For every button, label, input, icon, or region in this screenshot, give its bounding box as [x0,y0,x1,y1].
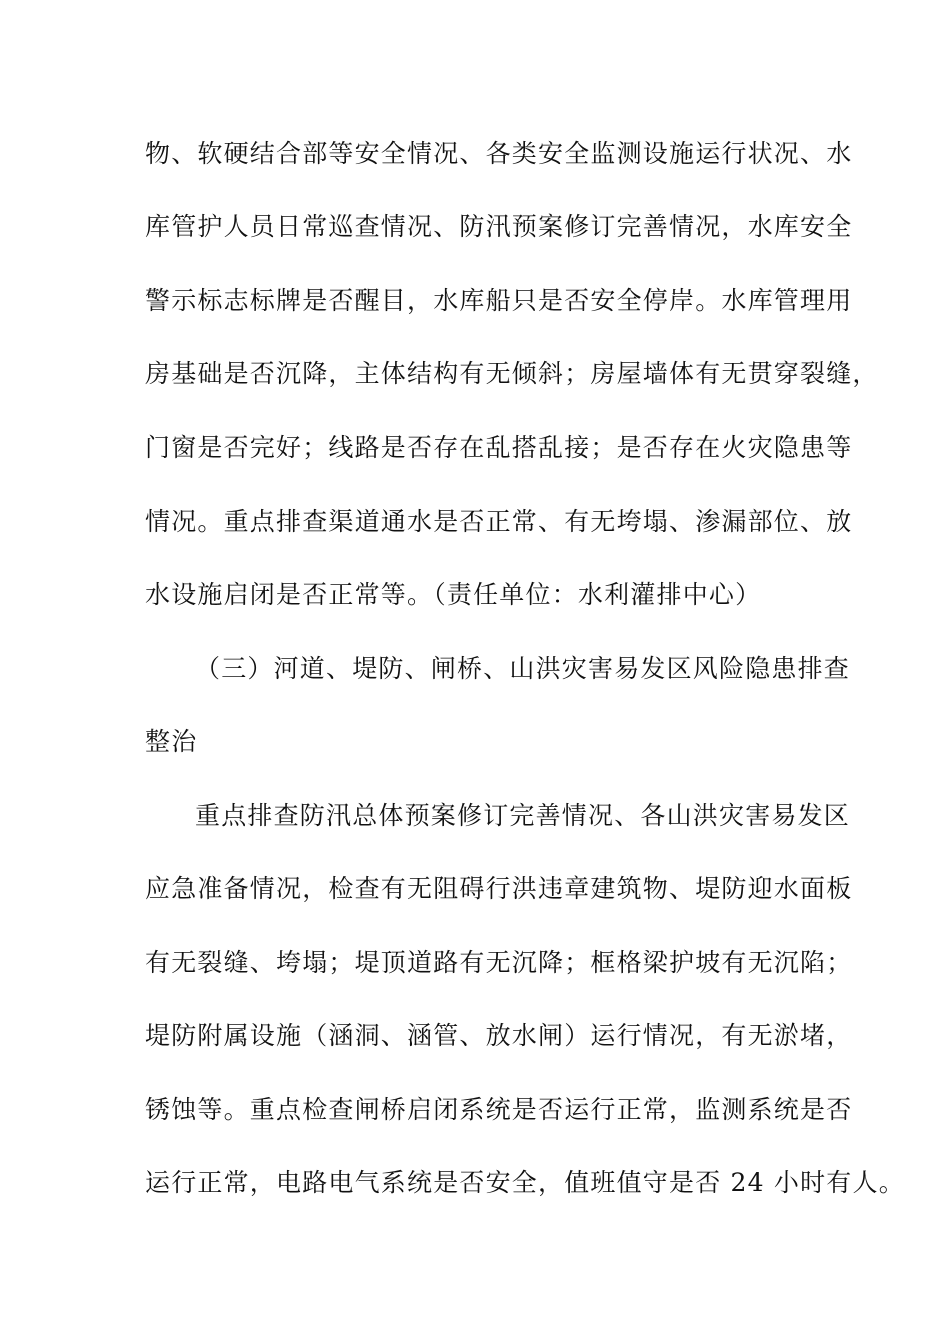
paragraph-line: 应急准备情况，检查有无阻碍行洪违章建筑物、堤防迎水面板 [145,874,853,903]
paragraph-line: 门窗是否完好；线路是否存在乱搭乱接；是否存在火灾隐患等 [145,433,853,462]
section-heading: （三）河道、堤防、闸桥、山洪灾害易发区风险隐患排查 [195,654,851,683]
paragraph-line: 堤防附属设施（涵洞、涵管、放水闸）运行情况，有无淤堵， [145,1021,853,1050]
paragraph-line: 水设施启闭是否正常等。（责任单位：水利灌排中心） [145,580,762,609]
paragraph-line: 重点排查防汛总体预案修订完善情况、各山洪灾害易发区 [195,801,851,830]
paragraph-line: 情况。重点排查渠道通水是否正常、有无垮塌、渗漏部位、放 [145,507,853,536]
paragraph-line: 警示标志标牌是否醒目，水库船只是否安全停岸。水库管理用 [145,286,853,315]
paragraph-line: 物、软硬结合部等安全情况、各类安全监测设施运行状况、水 [145,139,853,168]
paragraph-line: 房基础是否沉降，主体结构有无倾斜；房屋墙体有无贯穿裂缝， [145,359,879,388]
paragraph-line: 运行正常，电路电气系统是否安全，值班值守是否 24 小时有人。 [145,1168,905,1197]
paragraph-line: 锈蚀等。重点检查闸桥启闭系统是否运行正常，监测系统是否 [145,1095,853,1124]
paragraph-line: 有无裂缝、垮塌；堤顶道路有无沉降；框格梁护坡有无沉陷； [145,948,853,977]
paragraph-line: 库管护人员日常巡查情况、防汛预案修订完善情况，水库安全 [145,212,853,241]
section-heading-continued: 整治 [145,727,198,756]
